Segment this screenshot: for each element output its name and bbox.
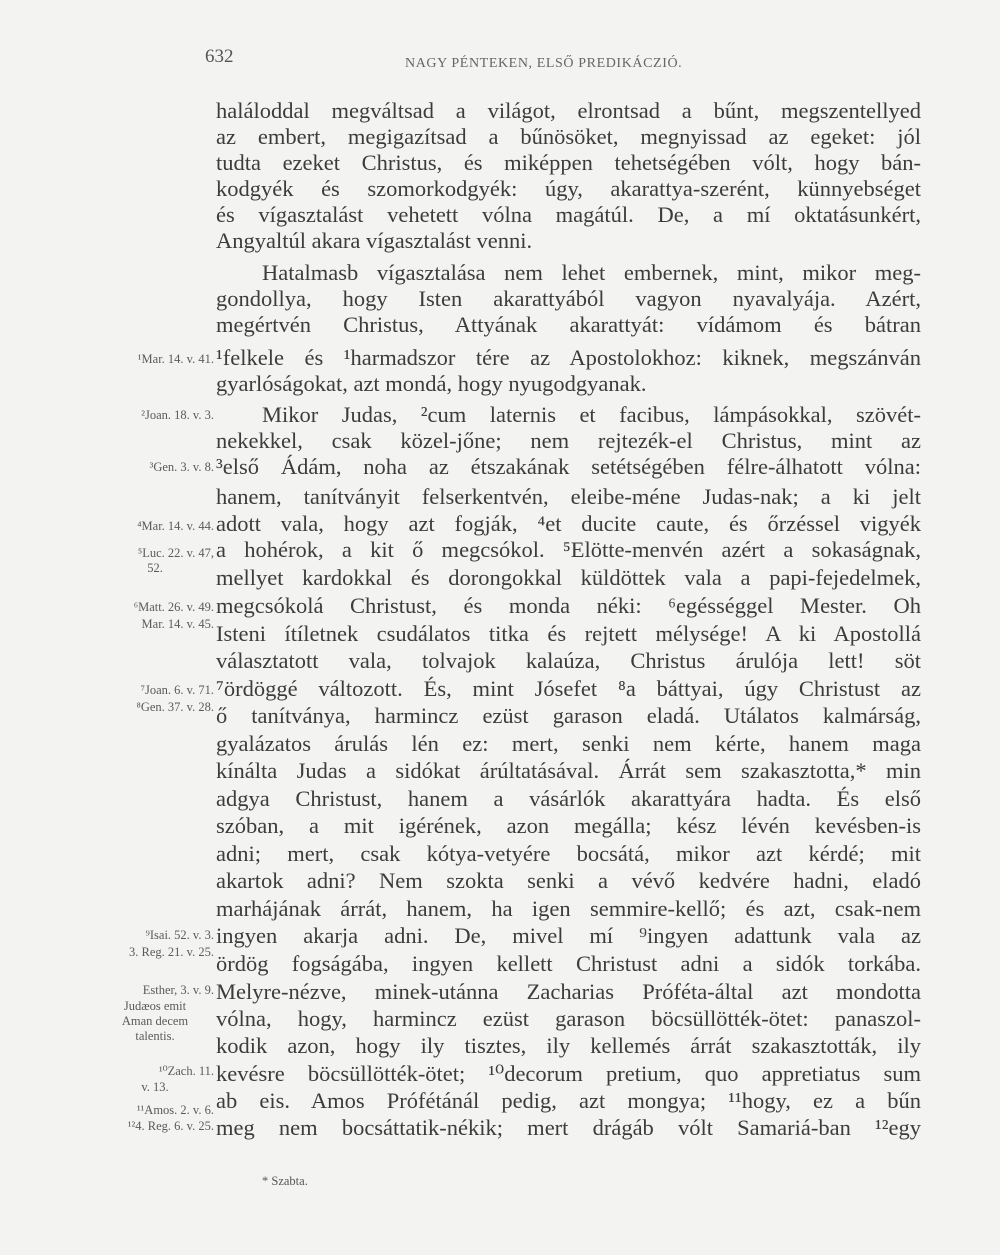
text-line: kodgyék és szomorkodgyék: úgy, akarattya-szerént, künnyebséget <box>216 176 921 201</box>
text-line: haláloddal megváltsad a világot, elrontsad a bűnt, megszentellyed <box>216 98 921 123</box>
text-line: adgya Christust, hanem a vásárlók akarattyára hadta. És első <box>216 786 921 811</box>
margin-note: ⁴Mar. 14. v. 44. <box>137 519 214 533</box>
text-line: marhájának árrát, hanem, ha igen semmire-kellő; és azt, csak-nem <box>216 896 921 921</box>
margin-note: Mar. 14. v. 45. <box>141 617 214 631</box>
text-line: ő tanítványa, harmincz ezüst garason eladá. Utálatos kalmárság, <box>216 703 921 728</box>
margin-note: 3. Reg. 21. v. 25. <box>129 945 214 959</box>
text-line: Isteni ítíletnek csudálatos titka és rejtett mélysége! A ki Apostollá <box>216 621 921 646</box>
text-line: ingyen akarja adni. De, mivel mí ⁹ingyen adattunk vala az <box>216 923 921 948</box>
margin-note: 52. <box>147 561 163 575</box>
text-line: mellyet kardokkal és dorongokkal küldöttek vala a papi-fejedelmek, <box>216 565 921 590</box>
margin-note: ¹¹Amos. 2. v. 6. <box>136 1103 214 1117</box>
text-line: adni; mert, csak kótya-vetyére bocsátá, mikor azt kérdé; mit <box>216 841 921 866</box>
margin-note: Esther, 3. v. 9. <box>142 983 214 997</box>
margin-note: ¹²4. Reg. 6. v. 25. <box>127 1119 214 1133</box>
margin-note: ¹⁰Zach. 11. <box>158 1064 214 1078</box>
page-number: 632 <box>205 46 234 67</box>
text-line: szóban, a mit igérének, azon megálla; kész lévén kevésben-is <box>216 813 921 838</box>
margin-note: ²Joan. 18. v. 3. <box>141 408 214 422</box>
text-line: adott vala, hogy azt fogják, ⁴et ducite caute, és őrzéssel vigyék <box>216 511 921 536</box>
text-line: kodik azon, hogy ily tisztes, ily kellemés árrát szakasztották, ily <box>216 1033 921 1058</box>
margin-note: ⁹Isai. 52. v. 3. <box>145 928 214 942</box>
text-line: Melyre-nézve, minek-utánna Zacharias Próféta-által azt mondotta <box>216 979 921 1004</box>
text-line: Hatalmasb vígasztalása nem lehet embernek, mint, mikor meg- <box>262 260 921 285</box>
text-line: az embert, megigazítsad a bűnösöket, megnyissad az egeket: jól <box>216 124 921 149</box>
margin-note: talentis. <box>135 1029 175 1043</box>
text-line: kevésre böcsüllötték-ötet; ¹⁰decorum pretium, quo appretiatus sum <box>216 1061 921 1086</box>
text-line: választatott vala, tolvajok kalaúza, Christus árulója lett! söt <box>216 648 921 673</box>
margin-note: ⁵Luc. 22. v. 47, <box>137 546 214 560</box>
text-line: tudta ezeket Christus, és miképpen tehetségében vólt, hogy bán- <box>216 150 921 175</box>
text-line: ördög fogságába, ingyen kellett Christust adni a sidók torkába. <box>216 951 921 976</box>
text-line: megértvén Christus, Attyának akarattyát: vídámom és bátran <box>216 312 921 337</box>
text-line: nekekkel, csak közel-jőne; nem rejtezék-el Christus, mint az <box>216 428 921 453</box>
running-head: NAGY PÉNTEKEN, ELSŐ PREDIKÁCZIÓ. <box>405 56 683 71</box>
margin-note: Aman decem <box>121 1014 189 1028</box>
text-line: akartok adni? Nem szokta senki a vévő kedvére hadni, eladó <box>216 868 921 893</box>
text-line: Angyaltúl akara vígasztalást venni. <box>216 228 533 253</box>
margin-note: v. 13. <box>141 1080 169 1094</box>
text-line: meg nem bocsáttatik-nékik; mert drágáb vólt Samariá-ban ¹²egy <box>216 1115 921 1140</box>
text-line: ab eis. Amos Prófétánál pedig, azt mongya; ¹¹hogy, ez a bűn <box>216 1088 921 1113</box>
text-line: és vígasztalást vehetett vólna magátúl. De, a mí oktatásunkért, <box>216 202 921 227</box>
text-line: gyalázatos árulás lén ez: mert, senki nem kérte, hanem maga <box>216 731 921 756</box>
margin-note: ³Gen. 3. v. 8. <box>149 460 214 474</box>
text-line: a hohérok, a kit ő megcsókol. ⁵Elötte-menvén azért a sokaságnak, <box>216 537 921 562</box>
text-line: hanem, tanítványit felserkentvén, eleibe-méne Judas-nak; a ki jelt <box>216 484 921 509</box>
text-line: kínálta Judas a sidókat árúltatásával. Árrát sem szakasztotta,* min <box>216 758 921 783</box>
text-line: ¹felkele és ¹harmadszor tére az Apostolokhoz: kiknek, megszánván <box>216 345 921 370</box>
footnote: * Szabta. <box>262 1174 308 1188</box>
text-line: ⁷ördöggé változott. És, mint Jósefet ⁸a báttyai, úgy Christust az <box>216 676 921 701</box>
text-line: ³első Ádám, noha az étszakának setétségében félre-álhatott vólna: <box>216 454 921 479</box>
margin-note: Judæos emit <box>123 999 187 1013</box>
text-line: gyarlóságokat, azt mondá, hogy nyugodgyanak. <box>216 371 647 396</box>
text-line: Mikor Judas, ²cum laternis et facibus, lámpásokkal, szövét- <box>262 402 921 427</box>
text-line: megcsókolá Christust, és monda néki: ⁶egésséggel Mester. Oh <box>216 593 921 618</box>
text-line: gondollya, hogy Isten akarattyából vagyon nyavalyája. Azért, <box>216 286 921 311</box>
margin-note: ⁸Gen. 37. v. 28. <box>136 700 214 714</box>
text-line: vólna, hogy, harmincz ezüst garason böcsüllötték-ötet: panaszol- <box>216 1006 921 1031</box>
margin-note: ¹Mar. 14. v. 41. <box>137 352 214 366</box>
margin-note: ⁷Joan. 6. v. 71. <box>140 683 214 697</box>
margin-note: ⁶Matt. 26. v. 49. <box>133 600 214 614</box>
